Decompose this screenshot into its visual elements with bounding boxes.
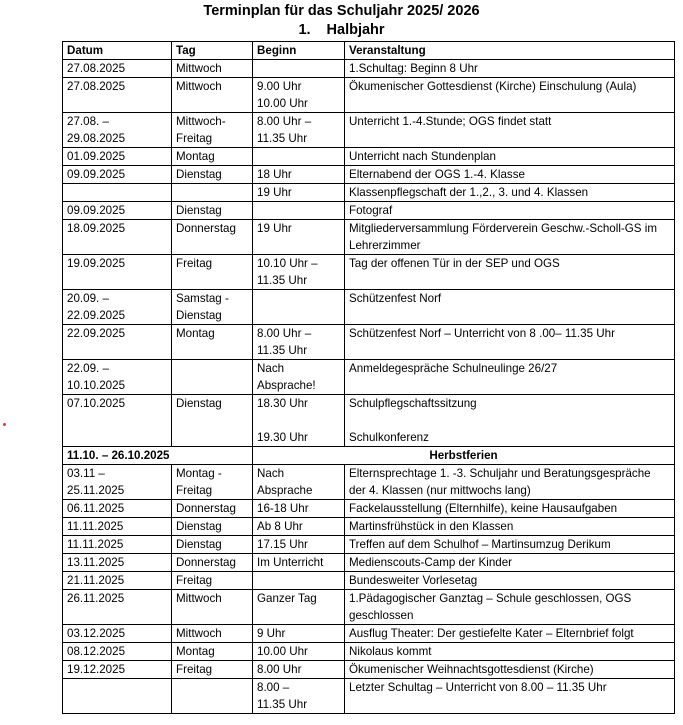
table-row xyxy=(63,625,675,643)
cell-veranstaltung: 1.Pädagogischer Ganztag – Schule geschlossen, OGS geschlossen xyxy=(345,590,675,625)
page-title: Terminplan für das Schuljahr 2025/ 2026 xyxy=(203,3,480,19)
cell-datum xyxy=(63,643,172,661)
cell-line: Freitag xyxy=(176,574,213,587)
cell-tag xyxy=(172,679,253,714)
cell-beginn xyxy=(253,536,345,554)
cell-line: 18.30 Uhr xyxy=(257,397,308,410)
cell-line: 21.11.2025 xyxy=(67,574,125,587)
cell-line: 19.09.2025 xyxy=(67,257,126,270)
subtitle-label: Halbjahr xyxy=(326,22,385,38)
cell-tag xyxy=(172,148,253,166)
cell-datum xyxy=(63,60,172,78)
cell-datum xyxy=(63,148,172,166)
cell-line: Absprache! xyxy=(257,379,316,392)
cell-line: 11.35 Uhr xyxy=(257,274,308,287)
table-row xyxy=(63,554,675,572)
ferien-datum: 11.10. – 26.10.2025 xyxy=(63,447,253,465)
cell-line: Ganzer Tag xyxy=(257,592,317,605)
cell-line: 10.10 Uhr – xyxy=(257,257,318,270)
cell-line: Absprache xyxy=(257,484,313,497)
cell-line: Montag - xyxy=(176,467,222,480)
cell-line: Freitag xyxy=(176,257,213,270)
cell-veranstaltung: Tag der offenen Tür in der SEP und OGS xyxy=(345,255,675,290)
cell-tag xyxy=(172,290,253,325)
cell-line: Freitag xyxy=(176,484,213,497)
cell-tag xyxy=(172,184,253,202)
cell-beginn xyxy=(253,643,345,661)
header-tag: Tag xyxy=(172,42,253,60)
table-body-part2 xyxy=(63,465,675,714)
cell-tag xyxy=(172,572,253,590)
cell-line: 09.09.2025 xyxy=(67,204,126,217)
cell-tag xyxy=(172,202,253,220)
cell-tag xyxy=(172,661,253,679)
cell-veranstaltung: Schützenfest Norf xyxy=(345,290,675,325)
cell-veranstaltung: Nikolaus kommt xyxy=(345,643,675,661)
cell-line: 20.09. – xyxy=(67,292,109,305)
table-row xyxy=(63,202,675,220)
cell-beginn xyxy=(253,679,345,714)
cell-line: 01.09.2025 xyxy=(67,150,126,163)
cell-line: Montag xyxy=(176,327,215,340)
cell-tag xyxy=(172,536,253,554)
cell-line: Samstag - xyxy=(176,292,229,305)
cell-line: Dienstag xyxy=(176,397,222,410)
table-row xyxy=(63,518,675,536)
cell-veranstaltung: Unterricht 1.-4.Stunde; OGS findet statt xyxy=(345,113,675,148)
cell-veranstaltung: Klassenpflegschaft der 1.,2., 3. und 4. Klassen xyxy=(345,184,675,202)
cell-tag xyxy=(172,60,253,78)
cell-line: Nach xyxy=(257,362,285,375)
schedule-table xyxy=(62,41,675,714)
cell-datum xyxy=(63,625,172,643)
cell-line: Freitag xyxy=(176,132,213,145)
header-veranstaltung: Veranstaltung xyxy=(345,42,675,60)
cell-line: Montag xyxy=(176,150,215,163)
cell-line: Mittwoch xyxy=(176,627,222,640)
cell-datum xyxy=(63,554,172,572)
cell-line: 07.10.2025 xyxy=(67,397,126,410)
cell-tag xyxy=(172,590,253,625)
cell-line: 18.09.2025 xyxy=(67,222,126,235)
table-row xyxy=(63,590,675,625)
cell-line: Dienstag xyxy=(176,538,222,551)
cell-beginn xyxy=(253,554,345,572)
cell-line: Freitag xyxy=(176,663,213,676)
cell-line: Mittwoch xyxy=(176,62,222,75)
cell-datum xyxy=(63,202,172,220)
table-row xyxy=(63,184,675,202)
table-row xyxy=(63,325,675,360)
cell-line: 11.35 Uhr xyxy=(257,698,308,711)
cell-tag xyxy=(172,518,253,536)
cell-beginn xyxy=(253,220,345,255)
table-row xyxy=(63,500,675,518)
cell-veranstaltung xyxy=(345,395,675,447)
cell-veranstaltung: 1.Schultag: Beginn 8 Uhr xyxy=(345,60,675,78)
cell-line: 8.00 Uhr – xyxy=(257,115,312,128)
cell-datum xyxy=(63,518,172,536)
line-spacer xyxy=(257,412,340,429)
page-subtitle xyxy=(0,21,683,39)
cell-line: 08.12.2025 xyxy=(67,645,126,658)
cell-veranstaltung: Martinsfrühstück in den Klassen xyxy=(345,518,675,536)
cell-line: 11.11.2025 xyxy=(67,538,124,551)
cell-veranstaltung: Schützenfest Norf – Unterricht von 8 .00– 11.35 Uhr xyxy=(345,325,675,360)
cell-datum xyxy=(63,395,172,447)
cell-beginn xyxy=(253,166,345,184)
cell-tag xyxy=(172,395,253,447)
cell-line: 29.08.2025 xyxy=(67,132,126,145)
cell-line: Dienstag xyxy=(176,309,222,322)
cell-line: Dienstag xyxy=(176,204,222,217)
cell-datum xyxy=(63,590,172,625)
cell-line: Ab 8 Uhr xyxy=(257,520,303,533)
cell-datum xyxy=(63,220,172,255)
cell-line: 10.00 Uhr xyxy=(257,97,308,110)
cell-line: Schulpflegschaftssitzung xyxy=(349,397,477,410)
cell-datum xyxy=(63,679,172,714)
cell-line: 09.09.2025 xyxy=(67,168,126,181)
cell-beginn xyxy=(253,113,345,148)
cell-line: Donnerstag xyxy=(176,222,236,235)
table-row xyxy=(63,220,675,255)
cell-tag xyxy=(172,625,253,643)
cell-beginn xyxy=(253,290,345,325)
table-row xyxy=(63,536,675,554)
header-beginn: Beginn xyxy=(253,42,345,60)
cell-veranstaltung: Elternsprechtage 1. -3. Schuljahr und Beratungsgespräche der 4. Klassen (nur mittwochs lang) xyxy=(345,465,675,500)
cell-veranstaltung: Mitgliederversammlung Förderverein Geschw.-Scholl-GS im Lehrerzimmer xyxy=(345,220,675,255)
cell-line: 8.00 Uhr – xyxy=(257,327,312,340)
cell-beginn xyxy=(253,572,345,590)
cell-line: 18 Uhr xyxy=(257,168,292,181)
table-row xyxy=(63,290,675,325)
cell-beginn xyxy=(253,148,345,166)
cell-veranstaltung: Medienscouts-Camp der Kinder xyxy=(345,554,675,572)
cell-beginn xyxy=(253,78,345,113)
cell-line: 9.00 Uhr xyxy=(257,80,302,93)
table-row xyxy=(63,360,675,395)
cell-line: 16-18 Uhr xyxy=(257,502,309,515)
cell-datum xyxy=(63,113,172,148)
cell-line: Mittwoch xyxy=(176,80,222,93)
cell-beginn xyxy=(253,325,345,360)
cell-datum xyxy=(63,661,172,679)
cell-line: Mittwoch- xyxy=(176,115,226,128)
cell-tag xyxy=(172,78,253,113)
cell-beginn xyxy=(253,625,345,643)
cell-datum xyxy=(63,255,172,290)
cell-datum xyxy=(63,78,172,113)
cell-veranstaltung: Ökumenischer Weihnachtsgottesdienst (Kirche) xyxy=(345,661,675,679)
table-row xyxy=(63,643,675,661)
table-row xyxy=(63,166,675,184)
cell-line: 26.11.2025 xyxy=(67,592,125,605)
cell-line: 03.12.2025 xyxy=(67,627,126,640)
cell-veranstaltung: Bundesweiter Vorlesetag xyxy=(345,572,675,590)
cell-datum xyxy=(63,360,172,395)
cell-datum xyxy=(63,465,172,500)
cell-beginn xyxy=(253,360,345,395)
cell-line: 8.00 – xyxy=(257,681,290,694)
cell-veranstaltung: Letzter Schultag – Unterricht von 8.00 – 11.35 Uhr xyxy=(345,679,675,714)
cell-veranstaltung: Unterricht nach Stundenplan xyxy=(345,148,675,166)
table-row xyxy=(63,113,675,148)
cell-line: 19.30 Uhr xyxy=(257,431,308,444)
cell-beginn xyxy=(253,518,345,536)
cell-line: 8.00 Uhr xyxy=(257,663,302,676)
cell-tag xyxy=(172,166,253,184)
cell-line: Mittwoch xyxy=(176,592,222,605)
ferien-row xyxy=(63,447,675,465)
cell-line: 06.11.2025 xyxy=(67,502,125,515)
cell-veranstaltung: Ökumenischer Gottesdienst (Kirche) Einschulung (Aula) xyxy=(345,78,675,113)
cell-line: 27.08.2025 xyxy=(67,80,126,93)
red-dot-mark xyxy=(3,423,6,426)
cell-tag xyxy=(172,360,253,395)
cell-line: 10.00 Uhr xyxy=(257,645,308,658)
cell-tag xyxy=(172,554,253,572)
cell-beginn xyxy=(253,465,345,500)
cell-beginn xyxy=(253,395,345,447)
cell-veranstaltung: Ausflug Theater: Der gestiefelte Kater – Elternbrief folgt xyxy=(345,625,675,643)
cell-line: Dienstag xyxy=(176,520,222,533)
table-row xyxy=(63,679,675,714)
cell-line: 22.09. – xyxy=(67,362,109,375)
cell-line: Montag xyxy=(176,645,215,658)
cell-datum xyxy=(63,166,172,184)
cell-line: Nach xyxy=(257,467,285,480)
cell-beginn xyxy=(253,661,345,679)
cell-line: Schulkonferenz xyxy=(349,431,429,444)
cell-tag xyxy=(172,325,253,360)
cell-datum xyxy=(63,572,172,590)
cell-beginn xyxy=(253,60,345,78)
line-spacer xyxy=(349,412,670,429)
cell-line: 27.08. – xyxy=(67,115,109,128)
cell-veranstaltung: Fotograf xyxy=(345,202,675,220)
table-body-part1 xyxy=(63,60,675,447)
cell-line: 22.09.2025 xyxy=(67,309,126,322)
cell-line: 19 Uhr xyxy=(257,222,292,235)
cell-beginn xyxy=(253,500,345,518)
cell-line: 9 Uhr xyxy=(257,627,286,640)
cell-tag xyxy=(172,255,253,290)
table-row xyxy=(63,395,675,447)
ferien-label: Herbstferien xyxy=(253,447,675,465)
table-row xyxy=(63,60,675,78)
cell-tag xyxy=(172,465,253,500)
table-row xyxy=(63,572,675,590)
cell-line: Donnerstag xyxy=(176,502,236,515)
cell-veranstaltung: Treffen auf dem Schulhof – Martinsumzug Derikum xyxy=(345,536,675,554)
table-row xyxy=(63,148,675,166)
cell-veranstaltung: Fackelausstellung (Elternhilfe), keine Hausaufgaben xyxy=(345,500,675,518)
table-row xyxy=(63,465,675,500)
cell-line: 27.08.2025 xyxy=(67,62,126,75)
table-header-row xyxy=(63,42,675,60)
cell-veranstaltung: Elternabend der OGS 1.-4. Klasse xyxy=(345,166,675,184)
header-datum: Datum xyxy=(63,42,172,60)
cell-line: 17.15 Uhr xyxy=(257,538,308,551)
cell-line: Dienstag xyxy=(176,168,222,181)
cell-tag xyxy=(172,113,253,148)
cell-line: 22.09.2025 xyxy=(67,327,126,340)
cell-line: 03.11 – xyxy=(67,467,105,480)
table-row xyxy=(63,255,675,290)
cell-veranstaltung: Anmeldegespräche Schulneulinge 26/27 xyxy=(345,360,675,395)
cell-tag xyxy=(172,220,253,255)
cell-tag xyxy=(172,500,253,518)
cell-beginn xyxy=(253,590,345,625)
cell-line: 13.11.2025 xyxy=(67,556,125,569)
cell-line: 25.11.2025 xyxy=(67,484,125,497)
cell-datum xyxy=(63,184,172,202)
cell-beginn xyxy=(253,184,345,202)
cell-beginn xyxy=(253,255,345,290)
cell-line: 10.10.2025 xyxy=(67,379,126,392)
cell-datum xyxy=(63,290,172,325)
cell-line: 19.12.2025 xyxy=(67,663,126,676)
table-row xyxy=(63,78,675,113)
table-row xyxy=(63,661,675,679)
cell-line: 11.35 Uhr xyxy=(257,344,308,357)
cell-line: 11.35 Uhr xyxy=(257,132,308,145)
cell-datum xyxy=(63,500,172,518)
subtitle-number: 1. xyxy=(298,22,311,38)
cell-datum xyxy=(63,536,172,554)
cell-tag xyxy=(172,643,253,661)
cell-line: 11.11.2025 xyxy=(67,520,124,533)
cell-datum xyxy=(63,325,172,360)
cell-line: Donnerstag xyxy=(176,556,236,569)
cell-beginn xyxy=(253,202,345,220)
cell-line: 19 Uhr xyxy=(257,186,292,199)
cell-line: Im Unterricht xyxy=(257,556,324,569)
